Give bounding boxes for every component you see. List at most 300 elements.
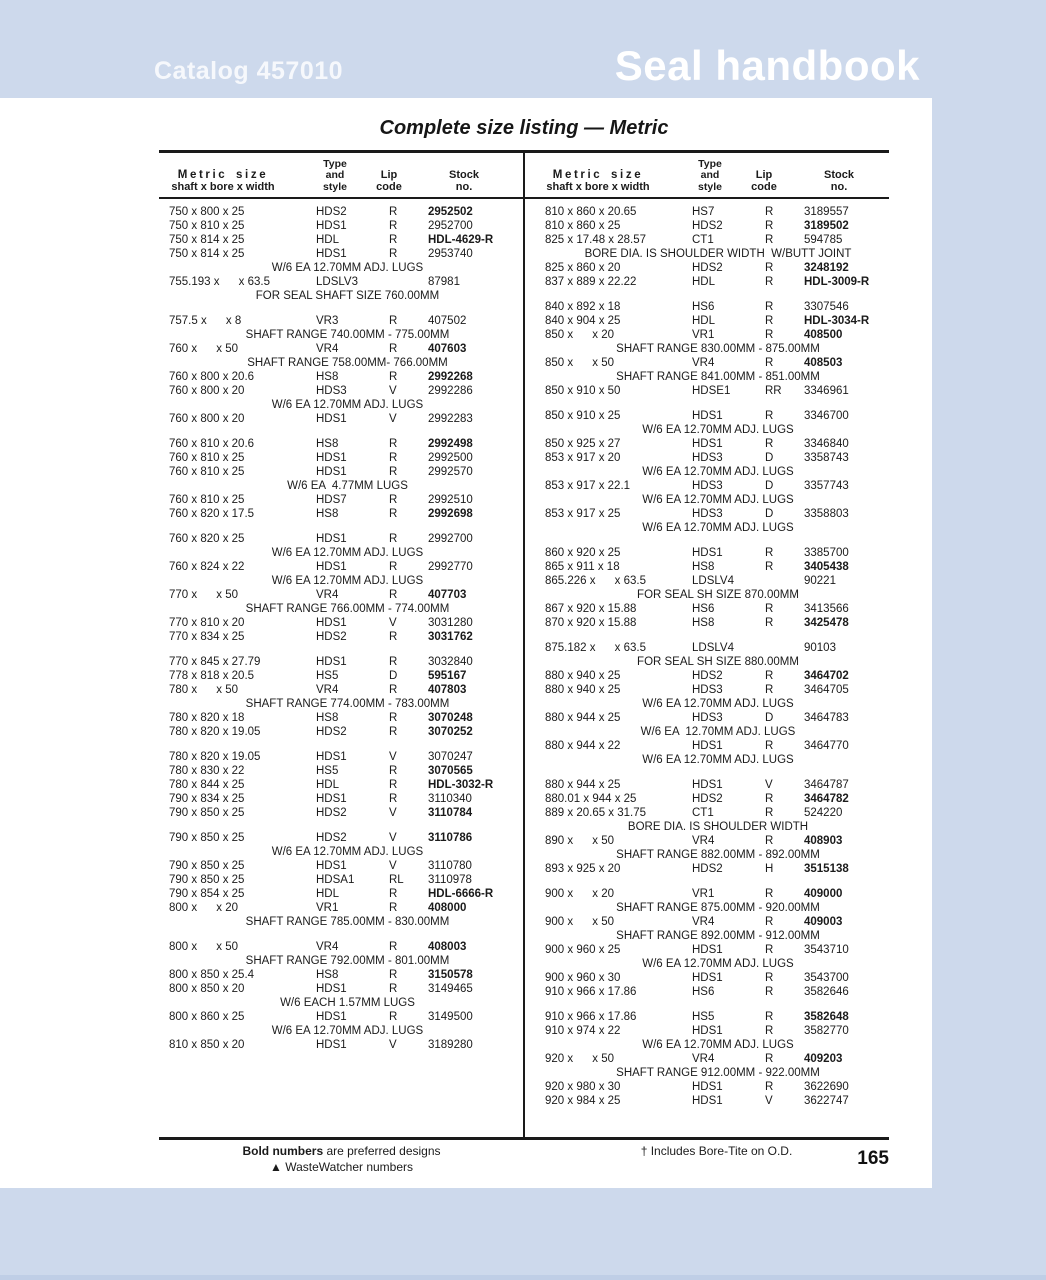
cell-stock: 3070247: [428, 751, 473, 763]
note-row: SHAFT RANGE 774.00MM - 783.00MM: [245, 698, 450, 710]
cell-stock: 3543710: [804, 944, 849, 956]
cell-lip: R: [389, 206, 398, 218]
cell-lip: D: [765, 712, 774, 724]
bore-tite-note: † Includes Bore-Tite on O.D.: [640, 1144, 793, 1158]
seal-size-row: [159, 711, 524, 725]
note-row: W/6 EA 4.77MM LUGS: [287, 480, 408, 492]
cell-stock: 524220: [804, 807, 843, 819]
seal-size-row: [524, 792, 889, 806]
table-header-left: [159, 153, 524, 197]
cell-size: 920 x x 50: [545, 1053, 615, 1065]
row-gap: [524, 876, 889, 887]
cell-lip: R: [389, 779, 398, 791]
seal-size-row: [159, 314, 524, 328]
cell-lip: R: [389, 315, 398, 327]
seal-size-row: [159, 205, 524, 219]
seal-size-row: [159, 451, 524, 465]
note-row: W/6 EA 12.70MM ADJ. LUGS: [271, 262, 424, 274]
cell-lip: R: [389, 438, 398, 450]
cell-style: HDS1: [316, 220, 347, 232]
note-row: W/6 EA 12.70MM ADJ. LUGS: [271, 399, 424, 411]
cell-style: HDS1: [316, 617, 347, 629]
cell-size: 875.182 x x 63.5: [545, 642, 647, 654]
cell-size: 780 x 844 x 25: [169, 779, 245, 791]
cell-stock: HDL-3034-R: [804, 315, 870, 327]
cell-lip: R: [389, 533, 398, 545]
row-gap: [159, 739, 524, 750]
cell-lip: R: [765, 220, 774, 232]
cell-size: 880 x 944 x 25: [545, 779, 621, 791]
cell-lip: R: [765, 835, 774, 847]
seal-size-row: [524, 862, 889, 876]
note-row: FOR SEAL SHAFT SIZE 760.00MM: [255, 290, 440, 302]
cell-size: 770 x 810 x 20: [169, 617, 245, 629]
cell-stock: 3149465: [428, 983, 473, 995]
cell-style: HDS1: [316, 248, 347, 260]
cell-lip: V: [389, 385, 397, 397]
seal-size-row: [159, 1038, 524, 1052]
cell-stock: 407703: [428, 589, 467, 601]
cell-style: HS8: [316, 508, 339, 520]
cell-stock: 595167: [428, 670, 467, 682]
row-gap: [159, 426, 524, 437]
cell-style: VR1: [692, 888, 715, 900]
seal-size-row: [159, 384, 524, 398]
note-row: W/6 EA 12.70MM ADJ. LUGS: [642, 754, 794, 766]
cell-stock: 3189280: [428, 1039, 473, 1051]
cell-style: HDS7: [316, 494, 347, 506]
cell-size: 910 x 966 x 17.86: [545, 986, 637, 998]
cell-stock: 3425478: [804, 617, 849, 629]
seal-size-row: [159, 1010, 524, 1024]
cell-lip: V: [389, 832, 397, 844]
cell-size: 880 x 940 x 25: [545, 670, 621, 682]
seal-size-row: [159, 493, 524, 507]
seal-size-row: [159, 247, 524, 261]
seal-size-row: [159, 873, 524, 887]
table-column-right: [524, 205, 889, 1138]
cell-size: 850 x 925 x 27: [545, 438, 621, 450]
col-header-stock-no: Stock no.: [824, 169, 854, 193]
cell-stock: 3622690: [804, 1081, 849, 1093]
bottom-edge-strip: [0, 1275, 1046, 1280]
cell-size: 790 x 850 x 25: [169, 807, 245, 819]
cell-stock: 3413566: [804, 603, 849, 615]
cell-lip: R: [765, 438, 774, 450]
note-row: W/6 EA 12.70MM ADJ. LUGS: [642, 466, 794, 478]
cell-stock: 87981: [428, 276, 460, 288]
seal-size-row: [524, 574, 889, 588]
cell-stock: 2992770: [428, 561, 473, 573]
cell-lip: R: [389, 343, 398, 355]
cell-size: 853 x 917 x 20: [545, 452, 621, 464]
cell-size: 760 x 824 x 22: [169, 561, 245, 573]
cell-stock: 3464783: [804, 712, 849, 724]
cell-size: 760 x 800 x 20: [169, 385, 245, 397]
handbook-title: Seal handbook: [614, 42, 920, 89]
note-row: W/6 EA 12.70MM ADJ. LUGS: [642, 1039, 794, 1051]
row-gap: [159, 820, 524, 831]
cell-style: HS8: [692, 617, 715, 629]
seal-size-row: [159, 233, 524, 247]
cell-lip: R: [389, 248, 398, 260]
cell-style: VR4: [316, 684, 339, 696]
col-header-stock-no: Stock no.: [449, 169, 479, 193]
seal-size-row: [524, 616, 889, 630]
cell-size: 865.226 x x 63.5: [545, 575, 647, 587]
cell-style: HDL: [316, 234, 340, 246]
cell-size: 770 x 845 x 27.79: [169, 656, 261, 668]
seal-size-row: [524, 806, 889, 820]
cell-style: HDSE1: [692, 385, 731, 397]
cell-size: 837 x 889 x 22.22: [545, 276, 637, 288]
seal-size-row: [159, 683, 524, 697]
cell-style: HDS2: [316, 206, 347, 218]
cell-style: HDSA1: [316, 874, 355, 886]
cell-lip: R: [389, 1011, 398, 1023]
cell-style: HDS2: [692, 262, 723, 274]
cell-stock: 3150578: [428, 969, 473, 981]
cell-stock: 409003: [804, 916, 843, 928]
seal-size-row: [159, 669, 524, 683]
cell-stock: 3307546: [804, 301, 849, 313]
seal-size-row: [159, 750, 524, 764]
note-row: W/6 EA 12.70MM ADJ. LUGS: [642, 424, 794, 436]
note-row: SHAFT RANGE 892.00MM - 912.00MM: [616, 930, 820, 942]
cell-size: 867 x 920 x 15.88: [545, 603, 637, 615]
cell-lip: R: [389, 508, 398, 520]
cell-size: 750 x 810 x 25: [169, 220, 245, 232]
cell-size: 920 x 980 x 30: [545, 1081, 621, 1093]
note-row: W/6 EA 12.70MM ADJ. LUGS: [642, 494, 794, 506]
cell-lip: D: [765, 508, 774, 520]
size-listing-table: [159, 150, 889, 1140]
seal-size-row: [524, 711, 889, 725]
seal-size-row: [159, 859, 524, 873]
seal-size-row: [524, 451, 889, 465]
cell-stock: 3358803: [804, 508, 849, 520]
cell-style: VR4: [692, 1053, 715, 1065]
cell-lip: R: [765, 329, 774, 341]
row-gap: [524, 289, 889, 300]
cell-stock: 3582770: [804, 1025, 849, 1037]
cell-style: HS5: [316, 670, 339, 682]
seal-size-row: [524, 437, 889, 451]
cell-size: 825 x 860 x 20: [545, 262, 621, 274]
col-header-metric-size: Metric size shaft x bore x width: [171, 169, 275, 193]
cell-stock: 3110784: [428, 807, 473, 819]
cell-size: 860 x 920 x 25: [545, 547, 621, 559]
col-header-lip-code: Lip code: [751, 169, 777, 193]
cell-lip: D: [765, 480, 774, 492]
seal-size-row: [524, 1010, 889, 1024]
cell-stock: 2952700: [428, 220, 473, 232]
cell-lip: V: [389, 413, 397, 425]
cell-stock: 3346840: [804, 438, 849, 450]
triangle-icon: ▲ WasteWatcher numbers: [269, 1159, 414, 1174]
seal-size-row: [159, 806, 524, 820]
cell-size: 757.5 x x 8: [169, 315, 242, 327]
cell-lip: R: [765, 617, 774, 629]
cell-style: HDS1: [316, 751, 347, 763]
seal-size-row: [159, 616, 524, 630]
cell-style: LDSLV3: [316, 276, 358, 288]
cell-style: HDS1: [692, 1081, 723, 1093]
cell-style: VR1: [692, 329, 715, 341]
cell-style: HDS2: [316, 726, 347, 738]
cell-stock: 2992698: [428, 508, 473, 520]
cell-stock: 3358743: [804, 452, 849, 464]
cell-lip: R: [389, 793, 398, 805]
cell-stock: 3110780: [428, 860, 472, 872]
note-row: W/6 EA 12.70MM ADJ. LUGS: [271, 846, 424, 858]
cell-style: HDL: [316, 888, 340, 900]
cell-size: 780 x 830 x 22: [169, 765, 245, 777]
cell-lip: D: [389, 670, 398, 682]
seal-size-row: [159, 532, 524, 546]
seal-size-row: [159, 342, 524, 356]
cell-lip: V: [765, 779, 773, 791]
cell-size: 825 x 17.48 x 28.57: [545, 234, 647, 246]
cell-size: 810 x 860 x 25: [545, 220, 621, 232]
seal-size-row: [159, 725, 524, 739]
cell-stock: 3189557: [804, 206, 849, 218]
cell-stock: 3622747: [804, 1095, 849, 1107]
seal-size-row: [159, 507, 524, 521]
cell-style: HDS2: [316, 631, 347, 643]
cell-size: 790 x 850 x 25: [169, 874, 245, 886]
cell-stock: 3464705: [804, 684, 849, 696]
seal-size-row: [159, 778, 524, 792]
cell-style: HS8: [316, 969, 339, 981]
cell-lip: R: [765, 944, 774, 956]
cell-lip: R: [389, 712, 398, 724]
cell-size: 890 x x 50: [545, 835, 615, 847]
cell-stock: 3110978: [428, 874, 472, 886]
seal-size-row: [524, 887, 889, 901]
cell-lip: R: [765, 793, 774, 805]
cell-stock: 2992283: [428, 413, 473, 425]
seal-size-row: [159, 560, 524, 574]
cell-size: 870 x 920 x 15.88: [545, 617, 637, 629]
row-gap: [159, 644, 524, 655]
cell-style: HDS1: [692, 740, 723, 752]
cell-stock: 3405438: [804, 561, 849, 573]
cell-size: 778 x 818 x 20.5: [169, 670, 255, 682]
seal-size-row: [524, 683, 889, 697]
cell-size: 770 x x 50: [169, 589, 239, 601]
cell-style: HDS1: [316, 793, 347, 805]
cell-size: 760 x x 50: [169, 343, 239, 355]
cell-lip: R: [765, 561, 774, 573]
row-gap: [159, 929, 524, 940]
seal-size-row: [159, 370, 524, 384]
cell-size: 770 x 834 x 25: [169, 631, 245, 643]
cell-style: HDS2: [316, 832, 347, 844]
seal-size-row: [524, 560, 889, 574]
note-row: W/6 EA 12.70MM ADJ. LUGS: [271, 1025, 424, 1037]
seal-size-row: [524, 384, 889, 398]
cell-stock: 2952502: [428, 206, 473, 218]
cell-stock: 3515138: [804, 863, 849, 875]
cell-size: 760 x 810 x 25: [169, 494, 245, 506]
cell-style: HS5: [692, 1011, 715, 1023]
cell-lip: R: [765, 276, 774, 288]
cell-stock: 3070248: [428, 712, 473, 724]
cell-style: HDS1: [316, 561, 347, 573]
cell-lip: V: [389, 807, 397, 819]
cell-style: HDS1: [316, 860, 347, 872]
cell-style: HDL: [316, 779, 340, 791]
note-row: W/6 EA 12.70MM ADJ. LUGS: [271, 575, 424, 587]
note-row: SHAFT RANGE 882.00MM - 892.00MM: [616, 849, 820, 861]
cell-stock: 3070565: [428, 765, 473, 777]
note-row: FOR SEAL SH SIZE 880.00MM: [637, 656, 799, 668]
seal-size-row: [524, 943, 889, 957]
cell-size: 760 x 800 x 20.6: [169, 371, 255, 383]
cell-lip: D: [765, 452, 774, 464]
cell-stock: 3464770: [804, 740, 849, 752]
cell-size: 790 x 850 x 25: [169, 832, 245, 844]
cell-size: 760 x 820 x 25: [169, 533, 245, 545]
cell-style: LDSLV4: [692, 575, 734, 587]
cell-stock: 3346700: [804, 410, 849, 422]
cell-lip: R: [765, 234, 774, 246]
cell-style: VR4: [316, 589, 339, 601]
cell-style: HS6: [692, 603, 715, 615]
row-gap: [524, 630, 889, 641]
cell-style: HDS1: [692, 1025, 723, 1037]
seal-size-row: [524, 507, 889, 521]
cell-style: CT1: [692, 234, 714, 246]
cell-stock: 594785: [804, 234, 843, 246]
cell-stock: 3543700: [804, 972, 849, 984]
seal-size-row: [159, 887, 524, 901]
cell-style: VR1: [316, 902, 339, 914]
cell-style: HDS2: [692, 863, 723, 875]
cell-size: 800 x 850 x 25.4: [169, 969, 255, 981]
cell-lip: R: [389, 941, 398, 953]
cell-size: 780 x 820 x 19.05: [169, 751, 261, 763]
cell-size: 853 x 917 x 22.1: [545, 480, 631, 492]
cell-size: 790 x 850 x 25: [169, 860, 245, 872]
cell-lip: R: [765, 888, 774, 900]
cell-stock: 3070252: [428, 726, 473, 738]
seal-size-row: [159, 219, 524, 233]
cell-lip: R: [389, 466, 398, 478]
cell-style: HDS1: [692, 547, 723, 559]
cell-stock: 2953740: [428, 248, 473, 260]
note-row: FOR SEAL SH SIZE 870.00MM: [637, 589, 799, 601]
cell-size: 910 x 966 x 17.86: [545, 1011, 637, 1023]
cell-style: HS8: [316, 712, 339, 724]
cell-lip: R: [765, 1011, 774, 1023]
cell-style: VR4: [692, 357, 715, 369]
cell-stock: HDL-6666-R: [428, 888, 494, 900]
cell-lip: R: [765, 684, 774, 696]
cell-lip: R: [765, 547, 774, 559]
cell-lip: R: [765, 916, 774, 928]
cell-size: 760 x 810 x 25: [169, 452, 245, 464]
cell-lip: R: [765, 670, 774, 682]
cell-lip: R: [389, 726, 398, 738]
cell-style: HDS1: [316, 466, 347, 478]
cell-lip: R: [389, 631, 398, 643]
seal-size-row: [159, 437, 524, 451]
cell-lip: V: [389, 1039, 397, 1051]
cell-lip: R: [765, 603, 774, 615]
cell-style: HDS1: [316, 533, 347, 545]
note-row: SHAFT RANGE 785.00MM - 830.00MM: [245, 916, 450, 928]
cell-style: VR4: [692, 916, 715, 928]
note-row: W/6 EA 12.70MM ADJ. LUGS: [271, 547, 424, 559]
cell-lip: R: [765, 410, 774, 422]
seal-size-row: [159, 465, 524, 479]
seal-size-row: [159, 588, 524, 602]
seal-size-row: [524, 261, 889, 275]
cell-stock: 3464787: [804, 779, 849, 791]
seal-size-row: [524, 971, 889, 985]
seal-size-row: [524, 1094, 889, 1108]
cell-style: HDS2: [692, 793, 723, 805]
cell-lip: V: [765, 1095, 773, 1107]
catalog-number: Catalog 457010: [154, 57, 344, 85]
note-row: W/6 EA 12.70MM ADJ. LUGS: [642, 958, 794, 970]
cell-size: 910 x 974 x 22: [545, 1025, 621, 1037]
cell-style: HDS1: [316, 452, 347, 464]
cell-stock: 3031762: [428, 631, 473, 643]
cell-lip: RR: [765, 385, 782, 397]
cell-stock: 2992570: [428, 466, 473, 478]
seal-size-row: [524, 669, 889, 683]
note-row: W/6 EA 12.70MM ADJ. LUGS: [640, 726, 796, 738]
seal-size-row: [524, 356, 889, 370]
row-gap: [524, 767, 889, 778]
cell-stock: 3031280: [428, 617, 473, 629]
cell-size: 780 x x 50: [169, 684, 239, 696]
cell-style: LDSLV4: [692, 642, 734, 654]
seal-size-row: [524, 546, 889, 560]
cell-stock: 408503: [804, 357, 843, 369]
cell-size: 850 x 910 x 50: [545, 385, 621, 397]
seal-size-row: [524, 1052, 889, 1066]
seal-size-row: [524, 1080, 889, 1094]
seal-size-row: [524, 915, 889, 929]
note-row: W/6 EACH 1.57MM LUGS: [280, 997, 415, 1009]
cell-stock: 408903: [804, 835, 843, 847]
seal-size-row: [524, 233, 889, 247]
cell-lip: R: [389, 684, 398, 696]
cell-lip: V: [389, 617, 397, 629]
cell-style: HDS2: [692, 220, 723, 232]
cell-style: HDS1: [316, 983, 347, 995]
cell-stock: 3189502: [804, 220, 849, 232]
row-gap: [159, 521, 524, 532]
cell-size: 900 x 960 x 25: [545, 944, 621, 956]
note-row: SHAFT RANGE 830.00MM - 875.00MM: [616, 343, 820, 355]
cell-stock: 2992700: [428, 533, 473, 545]
seal-size-row: [524, 641, 889, 655]
cell-lip: R: [389, 902, 398, 914]
cell-stock: 407502: [428, 315, 467, 327]
cell-lip: R: [389, 220, 398, 232]
page-title: Complete size listing — Metric: [379, 117, 669, 139]
seal-size-row: [159, 831, 524, 845]
cell-style: HDL: [692, 276, 716, 288]
col-header-type-style: Type and style: [698, 157, 722, 193]
cell-style: HDS1: [692, 944, 723, 956]
cell-size: 900 x x 50: [545, 916, 615, 928]
